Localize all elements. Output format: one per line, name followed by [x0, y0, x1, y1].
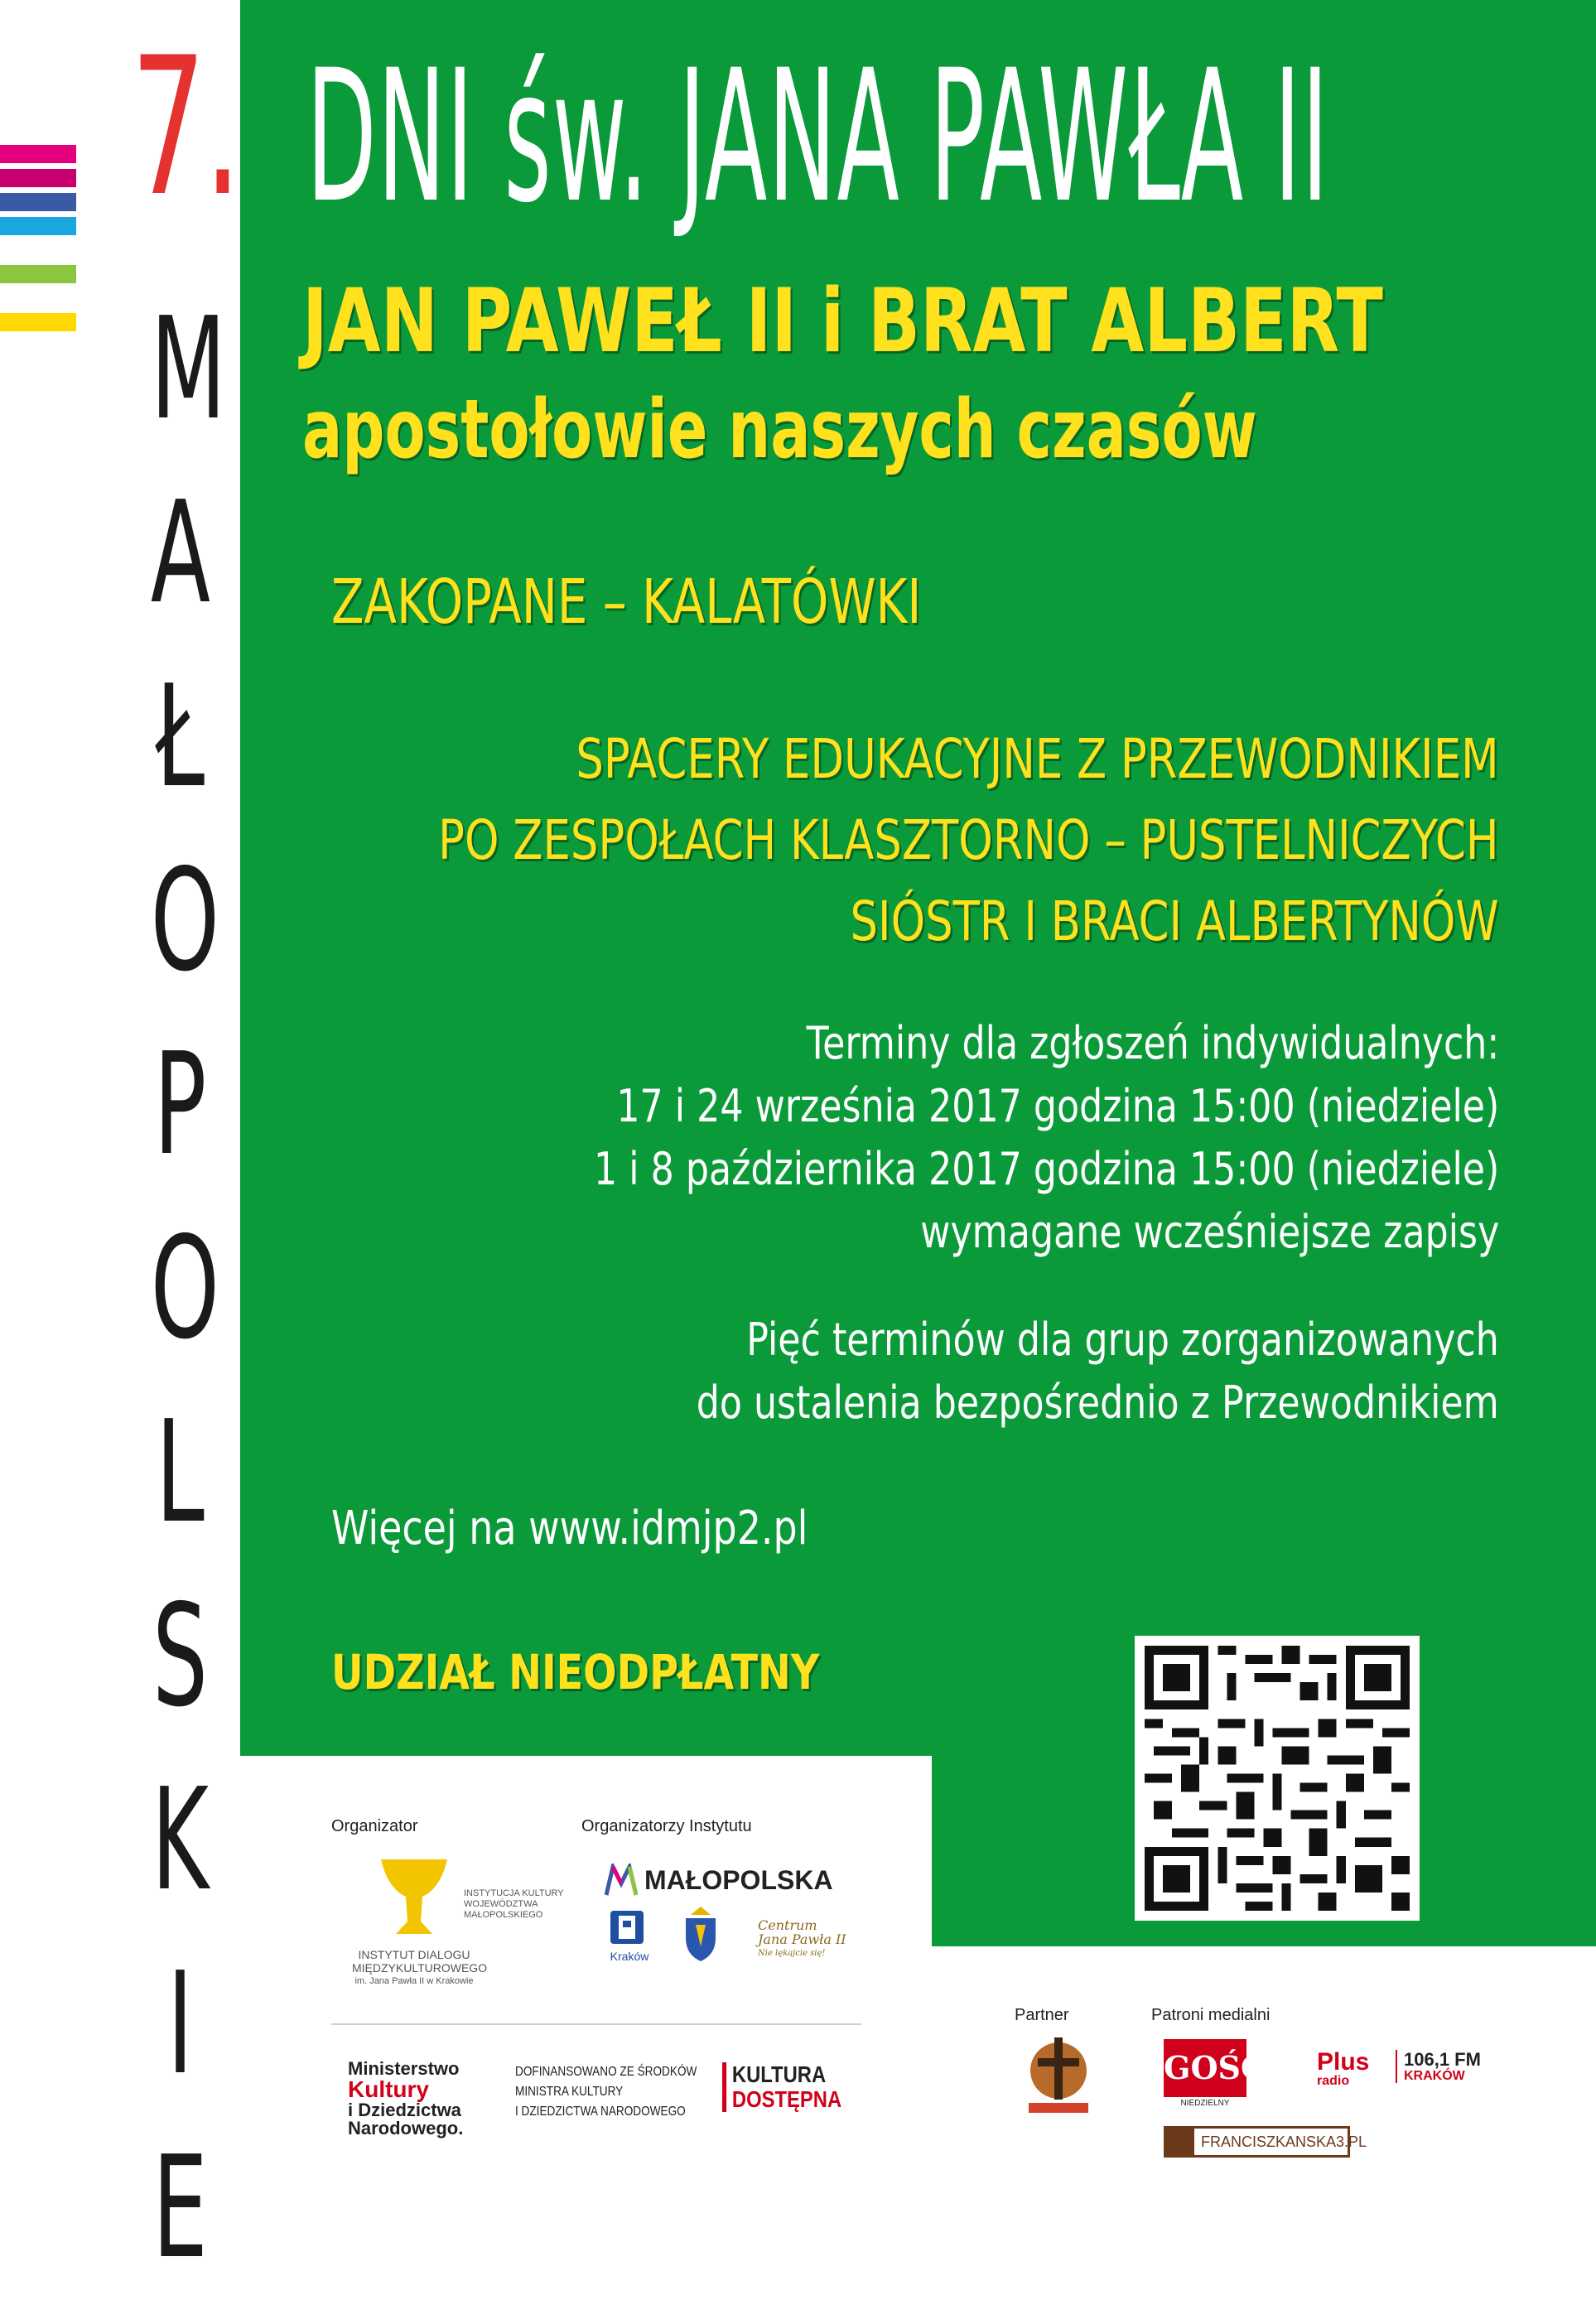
- institute-note: INSTYTUCJA KULTURY WOJEWÓDZTWA MAŁOPOLSKIEGO: [464, 1888, 564, 1920]
- letter: E: [152, 2126, 208, 2290]
- subtitle-line2: apostołowie naszych czasów: [302, 383, 1257, 477]
- terms-line: wymagane wcześniejsze zapisy: [919, 1206, 1499, 1258]
- qr-code-icon: [1145, 1646, 1410, 1911]
- franciszkanska-box-icon: [1166, 2129, 1194, 2155]
- letter: L: [156, 1391, 205, 1555]
- media-patrons-label: Patroni medialni: [1151, 2006, 1271, 2024]
- krakow-emblem-icon: [609, 1909, 645, 1946]
- papal-coat-icon: [677, 1905, 724, 1963]
- stripe-magenta: [0, 145, 76, 163]
- page-title: DNI św. JANA PAWŁA II: [306, 31, 1329, 243]
- letter: Ł: [155, 655, 205, 819]
- malopolska-name: MAŁOPOLSKA: [644, 1865, 833, 1895]
- edition-number: 7.: [131, 17, 240, 239]
- organizer-label: Organizator: [331, 1817, 418, 1835]
- terms-line: 17 i 24 września 2017 godzina 15:00 (niedziele): [616, 1080, 1499, 1132]
- franciszkanska-logo: FRANCISZKANSKA3.PL: [1164, 2126, 1350, 2158]
- letter: S: [152, 1574, 208, 1738]
- letter: O: [150, 1207, 219, 1371]
- centrum-jp2-logo: Centrum Jana Pawła II Nie lękajcie się!: [758, 1917, 846, 1958]
- color-stripes: [0, 145, 76, 337]
- letter: M: [150, 287, 226, 451]
- papal-coat-logo: [677, 1905, 724, 1967]
- terms-line: Terminy dla zgłoszeń indywidualnych:: [806, 1017, 1499, 1069]
- krakow-logo: [609, 1909, 650, 1963]
- letter: I: [166, 1942, 194, 2106]
- institute-name: INSTYTUT DIALOGU MIĘDZYKULTUROWEGO im. Jana Pawła II w Krakowie: [352, 1948, 488, 1986]
- groups-line: do ustalenia bezpośrednio z Przewodnikiem: [696, 1377, 1499, 1429]
- letter: P: [153, 1023, 207, 1187]
- stripe-blue: [0, 193, 76, 211]
- ministry-logo: Ministerstwo Kultury i Dziedzictwa Narodowego.: [348, 2058, 464, 2138]
- footer-divider: [331, 2023, 861, 2025]
- walks-line: PO ZESPOŁACH KLASZTORNO – PUSTELNICZYCH: [438, 808, 1499, 872]
- stripe-cyan: [0, 217, 76, 235]
- radio-plus-logo: Plus radio: [1317, 2048, 1370, 2088]
- funding-note: DOFINANSOWANO ZE ŚRODKÓW MINISTRA KULTURY I DZIEDZICTWA NARODOWEGO: [515, 2065, 697, 2119]
- krakow-name: Kraków: [610, 1950, 649, 1963]
- event-place: ZAKOPANE – KALATÓWKI: [331, 567, 922, 638]
- walks-description: [438, 719, 1499, 962]
- more-info-link[interactable]: Więcej na www.idmjp2.pl: [331, 1502, 808, 1555]
- stripe-yellow: [0, 313, 76, 331]
- qr-code[interactable]: [1135, 1636, 1420, 1921]
- stripe-green: [0, 265, 76, 283]
- letter: O: [150, 839, 219, 1003]
- letter: A: [150, 471, 210, 635]
- gosc-niedzielny-logo: GOŚĆ: [1164, 2039, 1246, 2097]
- letter: K: [151, 1758, 210, 1922]
- stripe-gap: [0, 241, 76, 259]
- radio-fm-logo: 106,1 FM KRAKÓW: [1396, 2050, 1481, 2083]
- chalice-icon: [373, 1855, 456, 1946]
- stripe-gap-2: [0, 289, 76, 307]
- terms-block: [594, 1012, 1499, 1264]
- gosc-sub: NIEDZIELNY: [1180, 2099, 1230, 2108]
- partner-emblem-icon: [1017, 2033, 1100, 2116]
- partner-label: Partner: [1015, 2006, 1069, 2024]
- walks-line: SPACERY EDUKACYJNE Z PRZEWODNIKIEM: [576, 727, 1499, 791]
- kultura-dostepna-logo: KULTURA DOSTĘPNA: [722, 2062, 841, 2112]
- partner-logo: [1017, 2033, 1100, 2120]
- walks-line: SIÓSTR I BRACI ALBERTYNÓW: [850, 890, 1499, 953]
- institute-organizers-label: Organizatorzy Instytutu: [581, 1817, 752, 1835]
- vertical-malopolskie: [133, 277, 228, 2300]
- free-admission: UDZIAŁ NIEODPŁATNY: [331, 1644, 820, 1700]
- groups-block: [697, 1309, 1499, 1434]
- subtitle-line1: JAN PAWEŁ II i BRAT ALBERT: [302, 270, 1383, 372]
- malopolska-m-icon: [605, 1864, 638, 1897]
- groups-line: Pięć terminów dla grup zorganizowanych: [746, 1314, 1499, 1366]
- institute-logo: [373, 1855, 456, 1946]
- terms-line: 1 i 8 października 2017 godzina 15:00 (niedziele): [593, 1143, 1499, 1195]
- stripe-magenta-2: [0, 169, 76, 187]
